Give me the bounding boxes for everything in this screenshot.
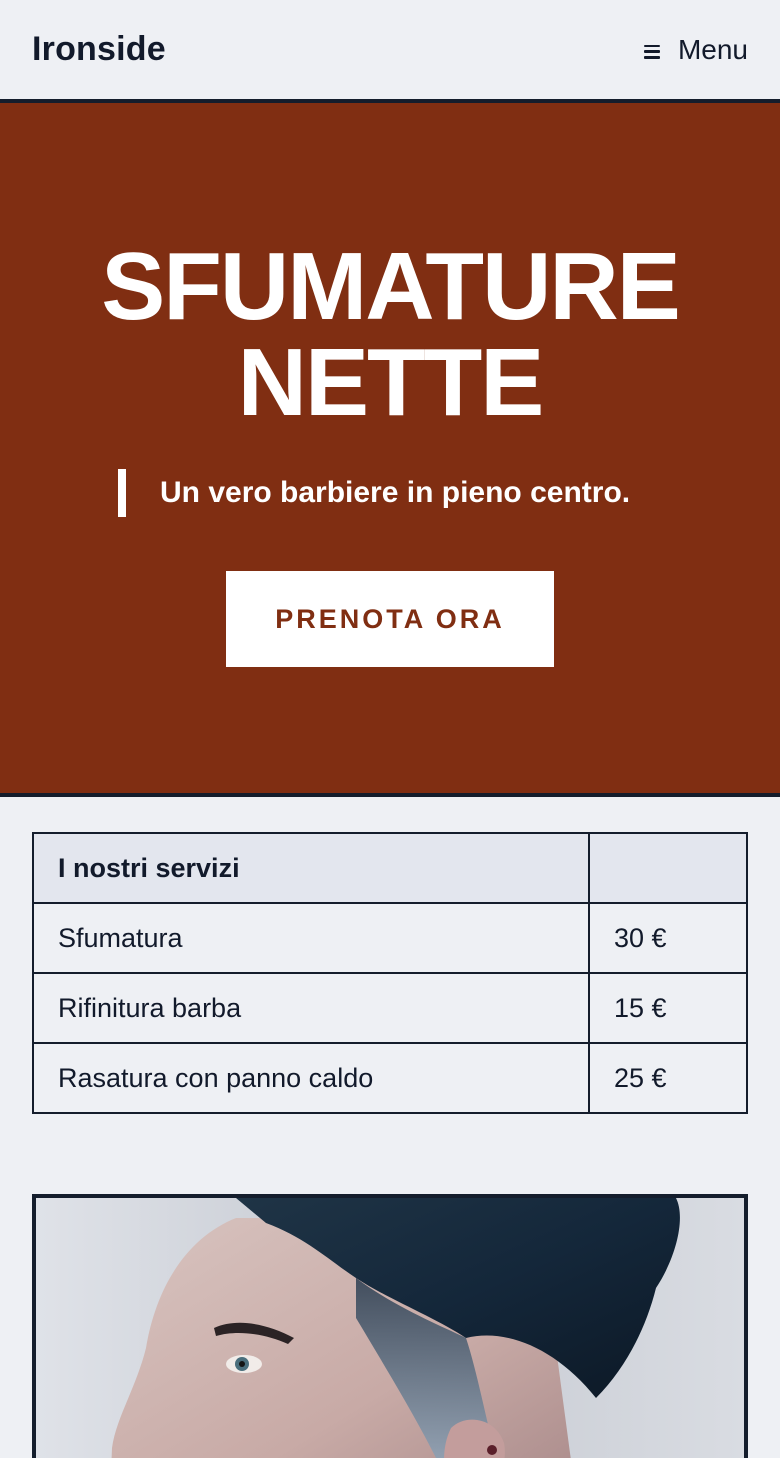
menu-button[interactable] [644,34,748,66]
table-row [33,903,747,973]
services-header: I nostri servizi [33,833,589,903]
service-price: 15 € [589,973,747,1043]
brand-logo[interactable]: Ironside [32,30,166,68]
menu-label: Menu [677,33,748,65]
tagline-text: Un vero barbiere in pieno centro. [160,476,631,509]
barber-photo [32,1194,748,1458]
man-portrait-image [36,1198,744,1458]
price-header [589,833,747,903]
table-row [33,1043,747,1113]
hero-title [0,233,780,436]
services-header-row [33,833,747,903]
hero-section [0,103,780,797]
site-header [0,0,780,103]
service-name: Sfumatura [33,903,589,973]
table-row [33,973,747,1043]
hero-title-line-2: NETTE [237,329,543,436]
hero-tagline [118,469,630,517]
tagline-accent-bar [118,469,126,517]
book-now-button[interactable]: PRENOTA ORA [226,571,554,667]
service-price: 25 € [589,1043,747,1113]
hero-title-line-1: SFUMATURE [101,233,679,340]
service-price: 30 € [589,903,747,973]
services-table [32,832,748,1114]
hamburger-icon [644,45,660,59]
service-name: Rifinitura barba [33,973,589,1043]
service-name: Rasatura con panno caldo [33,1043,589,1113]
